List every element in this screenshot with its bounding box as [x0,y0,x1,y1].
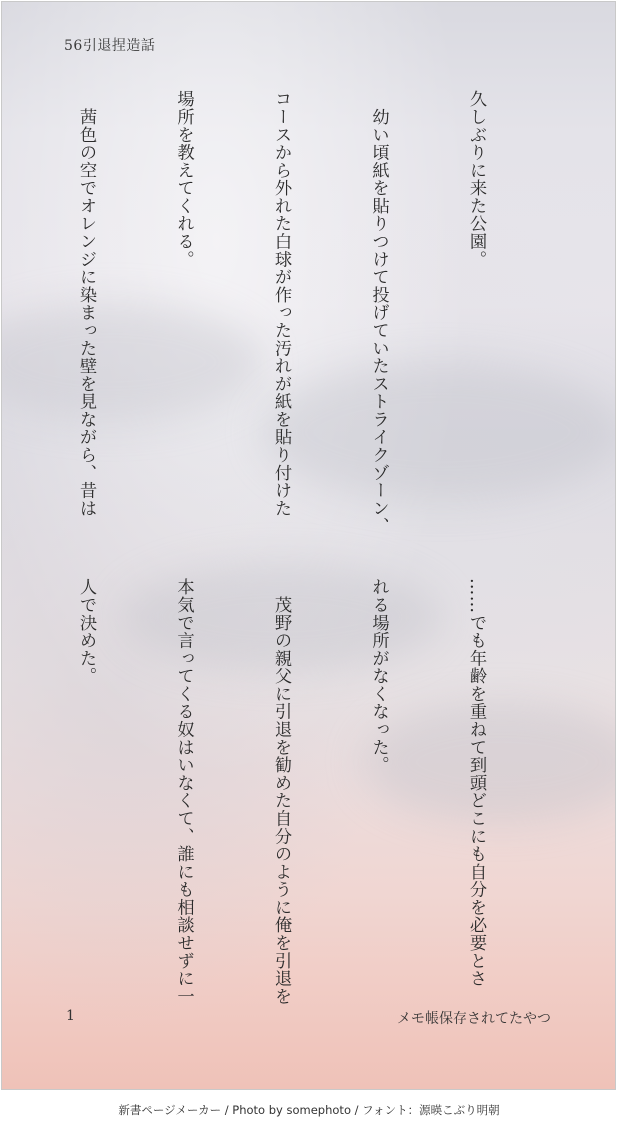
text-line: 茂野の親父に引退を勧めた自分のように俺を引退を [271,578,291,1005]
novel-page [1,1,616,1090]
text-block-bottom [1,578,557,1018]
text-line: ……でも年齢を重ねて到頭どこにも自分を必要とさ [466,578,486,988]
text-line: 茜色の空でオレンジに染まった壁を見ながら、昔は [76,90,96,517]
text-line: 人で決めた。 [76,578,96,685]
text-line: れる場所がなくなった。 [368,578,389,774]
text-line: コースから外れた白球が作った汚れが紙を貼り付けた [271,90,291,517]
text-line: 場所を教えてくれる。 [173,90,194,268]
story-title: 56引退捏造話 [64,38,156,54]
text-line: 本気で言ってくる奴はいなくて、誰にも相談せずに一 [173,578,194,1005]
credit-line: 新書ページメーカー / Photo by somephoto / フォント：源暎こぶり明朝 [118,1103,500,1117]
text-line: 幼い頃紙を貼りつけて投げていたストライクゾーン、 [368,90,389,535]
text-line [1,90,5,552]
text-line: 久しぶりに来た公園。 [466,90,486,268]
page-number: 1 [66,1008,75,1024]
footer-note: メモ帳保存されてたやつ [397,1011,551,1027]
text-line [1,578,5,1018]
text-block-top [1,90,557,552]
